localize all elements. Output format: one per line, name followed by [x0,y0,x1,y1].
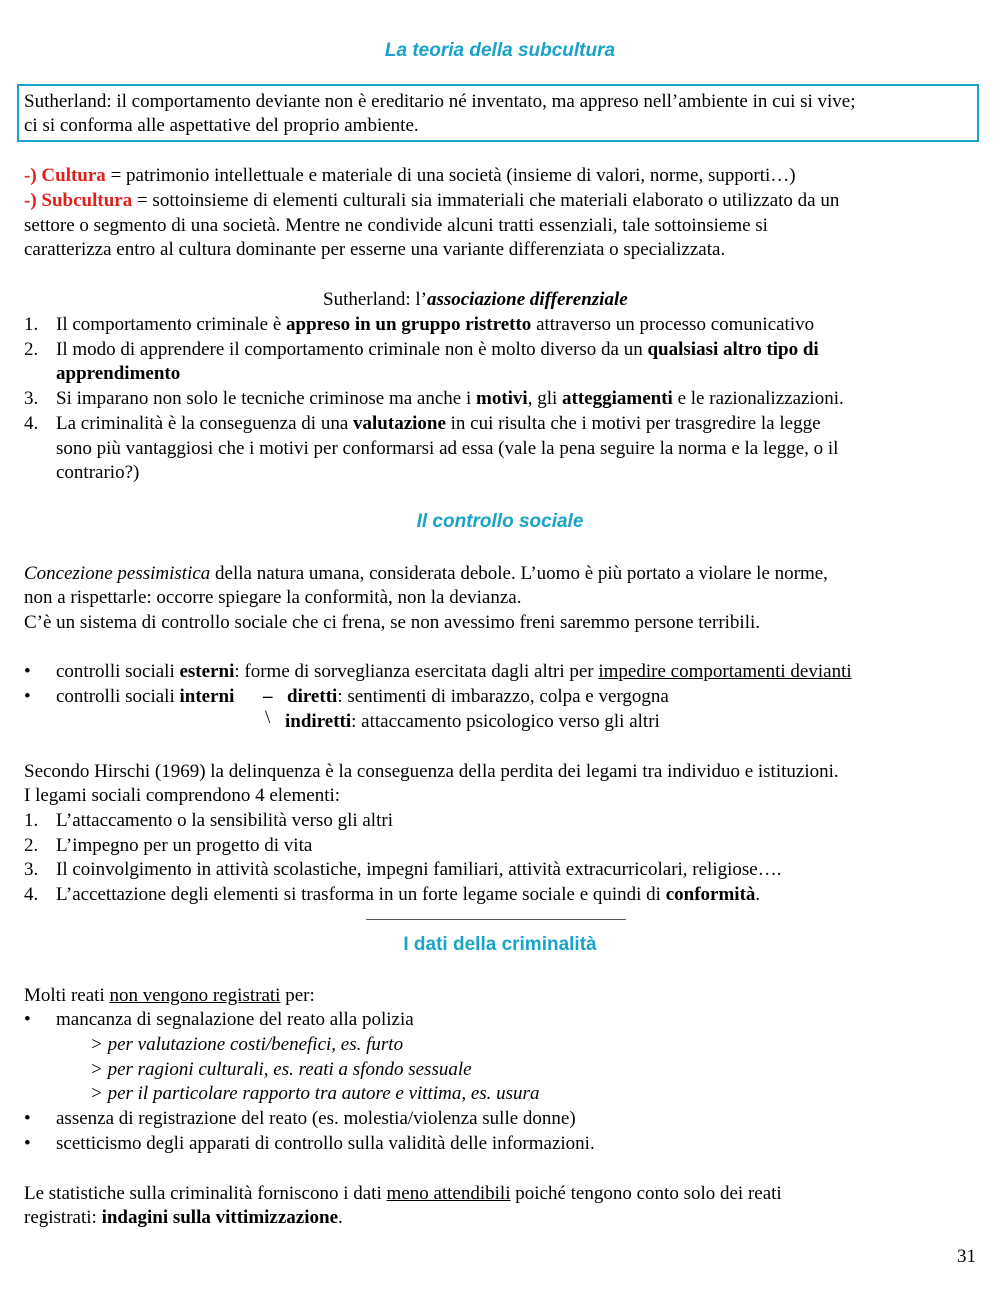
list-item: L’attaccamento o la sensibilità verso gli altri [56,810,393,831]
item-text: L’accettazione degli elementi si trasforma in un forte legame sociale e quindi di [56,884,666,905]
list-number: 2. [24,835,39,856]
item-text: controlli sociali [56,661,180,682]
associazione-heading [323,288,628,312]
item-bold: apprendimento [56,363,181,384]
list-number: 4. [24,884,39,905]
list-item-cont: sono più vantaggiosi che i motivi per conformarsi ad essa (vale la pena seguire la norma e la legge, o il [56,438,839,459]
item-text: , gli [527,388,563,409]
italic-term: Concezione pessimistica [24,563,211,584]
underlined-text: impedire comportamenti devianti [598,661,852,682]
item-bold: indiretti [285,711,352,732]
section-title-criminalita: I dati della criminalità [403,934,597,955]
paragraph-line: non a rispettarle: occorre spiegare la conformità, non la devianza. [24,587,522,608]
item-text: . [755,884,761,905]
bullet-item: assenza di registrazione del reato (es. molestia/violenza sulle donne) [56,1108,576,1129]
list-item-cont [56,362,180,386]
item-bold: motivi [476,388,528,409]
item-text: : forme di sorveglianza esercitata dagli altri per [234,661,599,682]
subcultura-label: -) Subcultura [24,190,133,211]
paragraph-text: della natura umana, considerata debole. L’uomo è più portato a violare le norme, [210,563,828,584]
underlined-text: non vengono registrati [109,985,281,1006]
item-text: Si imparano non solo le tecniche criminose ma anche i [56,388,476,409]
bullet-icon: • [24,1108,31,1129]
associazione-prefix: Sutherland: l’ [323,289,427,310]
cultura-text: = patrimonio intellettuale e materiale di una società (insieme di valori, norme, supporti…) [105,165,796,186]
item-text: Il comportamento criminale è [56,314,287,335]
paragraph-text: poiché tengono conto solo dei reati [510,1183,782,1204]
box-line-1: Sutherland: il comportamento deviante non è ereditario né inventato, ma appreso nell’ambiente in cui si vive; [24,91,856,112]
italic-text: > per il particolare rapporto tra autore e vittima, es. usura [90,1083,540,1104]
bullet-item: mancanza di segnalazione del reato alla polizia [56,1009,414,1030]
item-bold: diretti [287,686,338,707]
list-number: 1. [24,810,39,831]
section-title-controllo: Il controllo sociale [416,511,584,532]
paragraph-line [24,1206,343,1230]
subcultura-text-3: caratterizza entro al cultura dominante per esserne una variante differenziata o specializzata. [24,239,726,260]
list-item: L’impegno per un progetto di vita [56,835,313,856]
paragraph-line: C’è un sistema di controllo sociale che ci frena, se non avessimo freni saremmo persone terribili. [24,612,761,633]
item-text: : sentimenti di imbarazzo, colpa e vergogna [337,686,669,707]
list-item [56,412,821,436]
cultura-definition [24,164,796,188]
paragraph-line [24,984,315,1008]
bullet-item [56,660,852,684]
item-text: controlli sociali [56,686,180,707]
subcultura-text-1: = sottoinsieme di elementi culturali sia immateriali che materiali elaborato o utilizzato da un [132,190,840,211]
sub-item [90,1058,472,1082]
box-line-2: ci si conforma alle aspettative del proprio ambiente. [24,115,419,136]
item-bold: conformità [665,884,756,905]
item-text: e le razionalizzazioni. [672,388,844,409]
list-number: 3. [24,859,39,880]
paragraph-line: I legami sociali comprendono 4 elementi: [24,785,341,806]
bullet-item [56,685,234,709]
list-number: 1. [24,314,39,335]
item-text: in cui risulta che i motivi per trasgredire la legge [445,413,821,434]
item-bold: indagini sulla vittimizzazione [101,1207,339,1228]
list-item [56,338,819,362]
branch-slash-icon: \ [265,707,271,728]
item-text: Il modo di apprendere il comportamento criminale non è molto diverso da un [56,339,648,360]
paragraph-text: registrati: [24,1207,102,1228]
sub-item [90,1082,539,1106]
sub-item [90,1033,403,1057]
item-bold: esterni [179,661,235,682]
item-text: : attaccamento psicologico verso gli altri [351,711,660,732]
item-bold: qualsiasi altro tipo di [647,339,819,360]
italic-text: > per valutazione costi/benefici, es. furto [90,1034,404,1055]
item-bold: valutazione [353,413,446,434]
item-bold: appreso in un gruppo ristretto [286,314,532,335]
divider [366,919,626,920]
item-text: La criminalità è la conseguenza di una [56,413,354,434]
section-title-subcultura: La teoria della subcultura [384,40,616,61]
paragraph-text: Le statistiche sulla criminalità forniscono i dati [24,1183,387,1204]
paragraph-line [24,1182,782,1206]
item-bold: interni [179,686,235,707]
bullet-item: scetticismo degli apparati di controllo sulla validità delle informazioni. [56,1133,595,1154]
list-item [56,313,814,337]
list-item [56,387,844,411]
underlined-text: meno attendibili [386,1183,511,1204]
item-bold: atteggiamenti [562,388,673,409]
list-item-cont: contrario?) [56,462,140,483]
diretti-line [287,685,669,709]
list-number: 4. [24,413,39,434]
cultura-label: -) Cultura [24,165,106,186]
italic-text: > per ragioni culturali, es. reati a sfondo sessuale [90,1059,472,1080]
item-text: attraverso un processo comunicativo [531,314,815,335]
list-item: Il coinvolgimento in attività scolastiche, impegni familiari, attività extracurricolari, religiose…. [56,859,782,880]
dash: – [263,686,273,707]
subcultura-definition [24,189,839,213]
bullet-icon: • [24,1133,31,1154]
paragraph-text: . [338,1207,343,1228]
paragraph-line: Secondo Hirschi (1969) la delinquenza è la conseguenza della perdita dei legami tra individuo e istituzioni. [24,761,839,782]
paragraph-text: per: [280,985,315,1006]
page-number: 31 [957,1246,976,1267]
paragraph-line [24,562,828,586]
associazione-term: associazione differenziale [426,289,628,310]
bullet-icon: • [24,661,31,682]
list-item [56,883,760,907]
paragraph-text: Molti reati [24,985,110,1006]
indiretti-line [285,710,660,734]
list-number: 3. [24,388,39,409]
list-number: 2. [24,339,39,360]
subcultura-text-2: settore o segmento di una società. Mentre ne condivide alcuni tratti essenziali, tale sottoinsieme si [24,215,768,236]
bullet-icon: • [24,686,31,707]
bullet-icon: • [24,1009,31,1030]
